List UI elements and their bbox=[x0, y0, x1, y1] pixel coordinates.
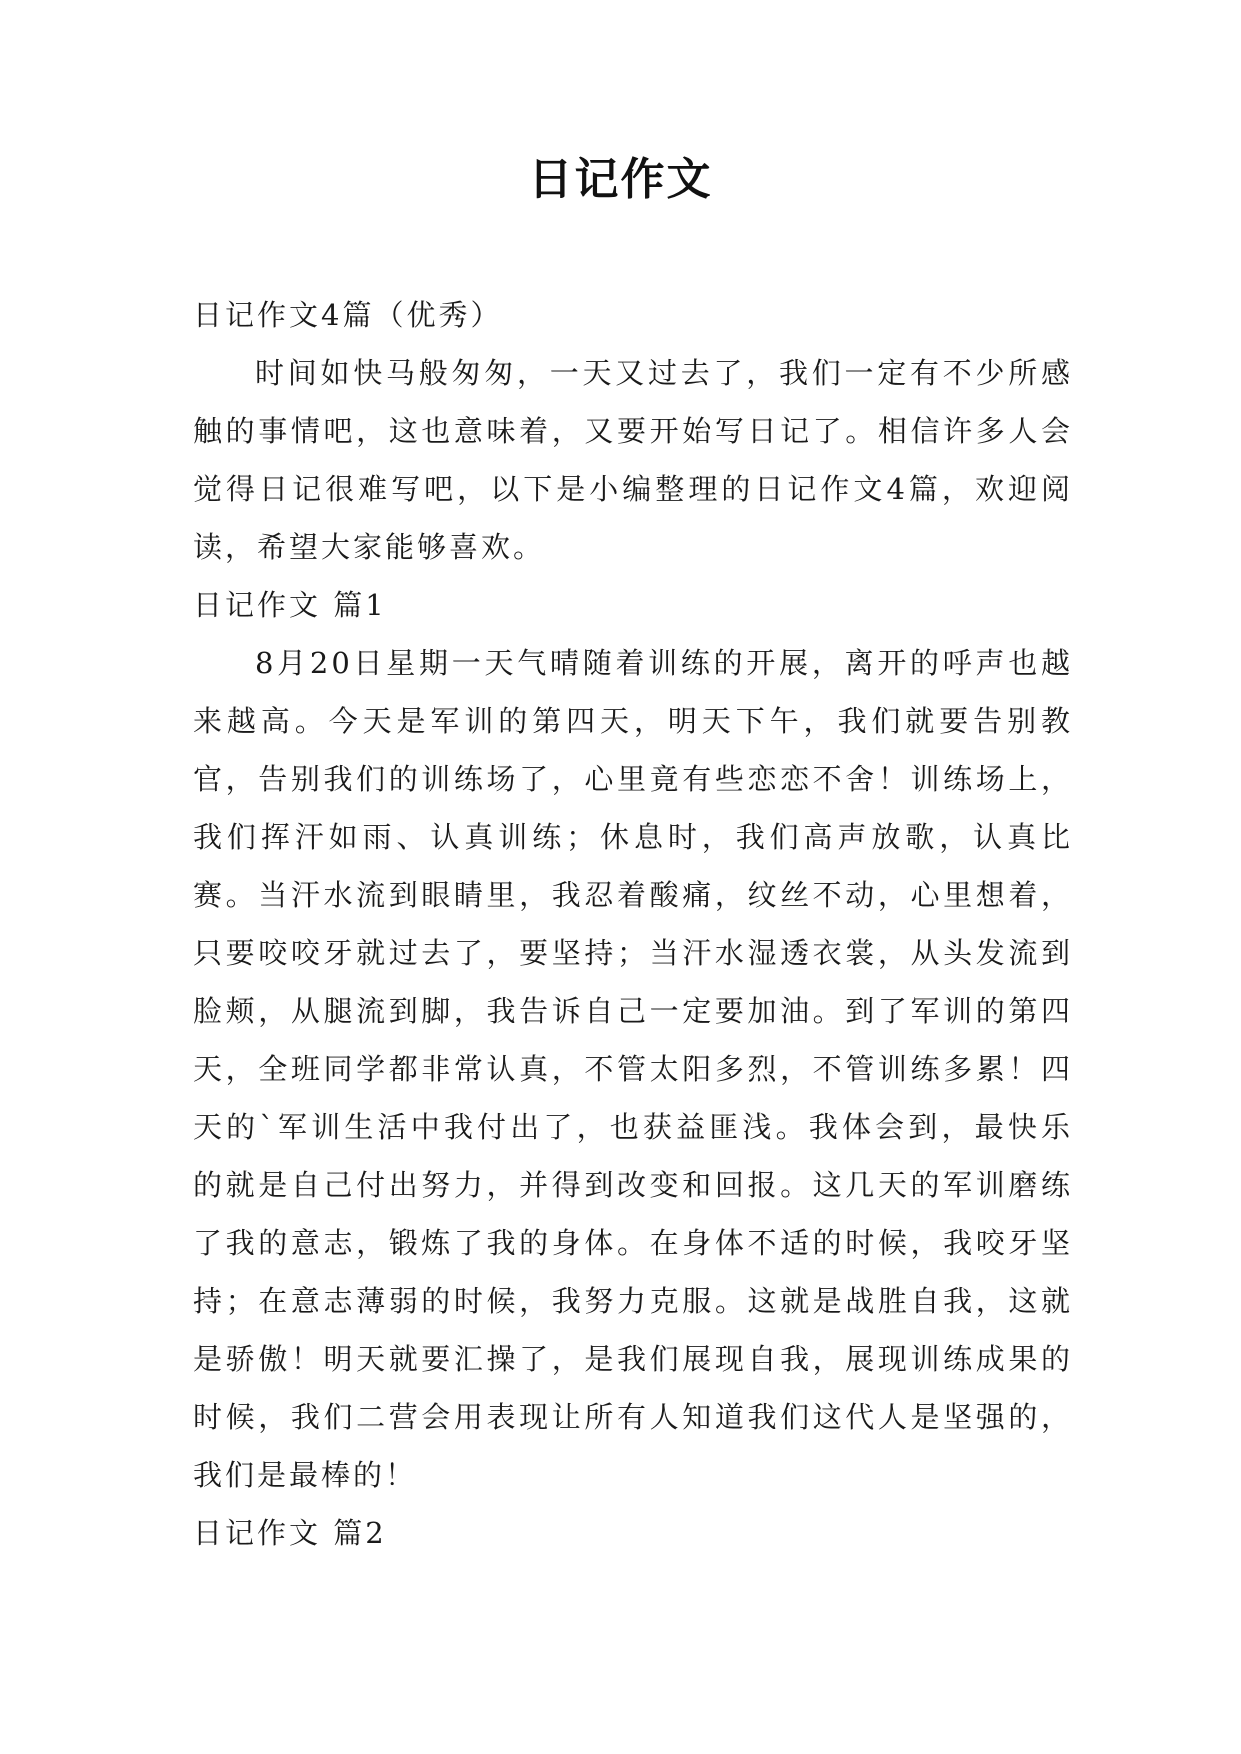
document-title: 日记作文 bbox=[528, 154, 713, 205]
document-body bbox=[193, 286, 1073, 1562]
article-1-paragraph: 8月20日星期一天气晴随着训练的开展，离开的呼声也越来越高。今天是军训的第四天，明天下午，我们就要告别教官，告别我们的训练场了，心里竟有些恋恋不舍！训练场上，我们挥汗如雨、认真训练；休息时，我们高声放歌，认真比赛。当汗水流到眼睛里，我忍着酸痛，纹丝不动，心里想着，只要咬咬牙就过去了，要坚持；当汗水湿透衣裳，从头发流到脸颊，从腿流到脚，我告诉自己一定要加油。到了军训的第四天，全班同学都非常认真，不管太阳多烈，不管训练多累！四天的`军训生活中我付出了，也获益匪浅。我体会到，最快乐的就是自己付出努力，并得到改变和回报。这几天的军训磨练了我的意志，锻炼了我的身体。在身体不适的时候，我咬牙坚持；在意志薄弱的时候，我努力克服。这就是战胜自我，这就是骄傲！明天就要汇操了，是我们展现自我，展现训练成果的时候，我们二营会用表现让所有人知道我们这代人是坚强的，我们是最棒的！ bbox=[193, 646, 1073, 1492]
article-1-heading: 日记作文 篇1 bbox=[193, 588, 387, 622]
article-2-heading: 日记作文 篇2 bbox=[193, 1516, 387, 1550]
intro-paragraph: 时间如快马般匆匆，一天又过去了，我们一定有不少所感触的事情吧，这也意味着，又要开始写日记了。相信许多人会觉得日记很难写吧，以下是小编整理的日记作文4篇，欢迎阅读，希望大家能够喜欢。 bbox=[193, 356, 1073, 564]
intro-heading: 日记作文4篇（优秀） bbox=[193, 298, 503, 332]
